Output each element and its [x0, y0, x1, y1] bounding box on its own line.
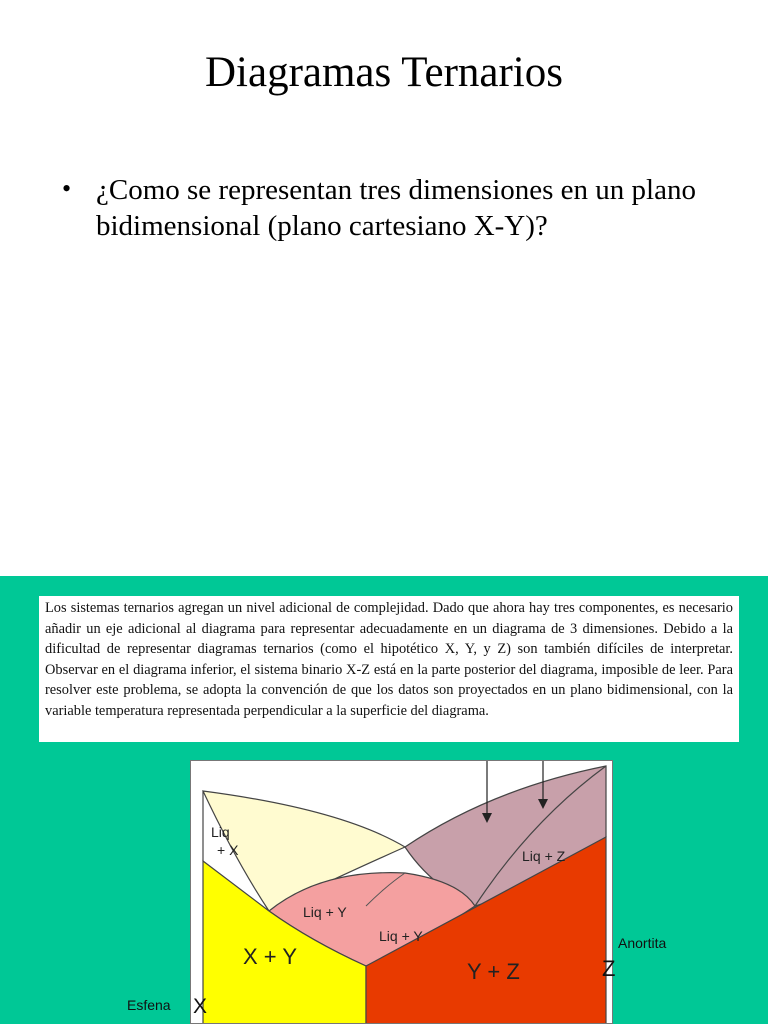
- label-liq-x-2: + X: [217, 842, 239, 858]
- caption-box: Los sistemas ternarios agregan un nivel adicional de complejidad. Dado que ahora hay tres componentes, es necesario añadir un eje adicional al diagrama para representar adecuadamente en un diagrama de 3 dimensiones. Debido a la dificultad de representar diagramas ternarios (como el hipotético X, Y, y Z) son también difíciles de interpretar. Observar en el diagrama inferior, el sistema binario X-Z está en la parte posterior del diagrama, imposible de leer. Para resolver este problema, se adopta la convención de que los datos son proyectados en un plano bidimensional, con la variable temperatura representada perpendicular a la superficie del diagrama.: [39, 596, 739, 742]
- label-liq-z: Liq + Z: [522, 848, 566, 864]
- label-corner-x: X: [193, 995, 208, 1018]
- label-liq-x-1: Liq: [211, 824, 230, 840]
- ternary-diagram: [190, 760, 616, 1024]
- ternary-diagram-svg: [191, 761, 616, 1024]
- label-liq-y-front: Liq + Y: [379, 928, 423, 944]
- label-x-y: X + Y: [243, 944, 298, 969]
- label-y-z: Y + Z: [467, 959, 520, 984]
- label-liq-y: Liq + Y: [303, 904, 347, 920]
- bullet-text: ¿Como se representan tres dimensiones en un plano bidimensional (plano cartesiano X-Y)?: [96, 174, 696, 242]
- label-corner-z: Z: [602, 956, 616, 981]
- label-anortita: Anortita: [618, 935, 667, 951]
- bullet-symbol: •: [62, 174, 72, 203]
- slide-title: Diagramas Ternarios: [205, 49, 563, 96]
- label-esfena: Esfena: [127, 997, 171, 1013]
